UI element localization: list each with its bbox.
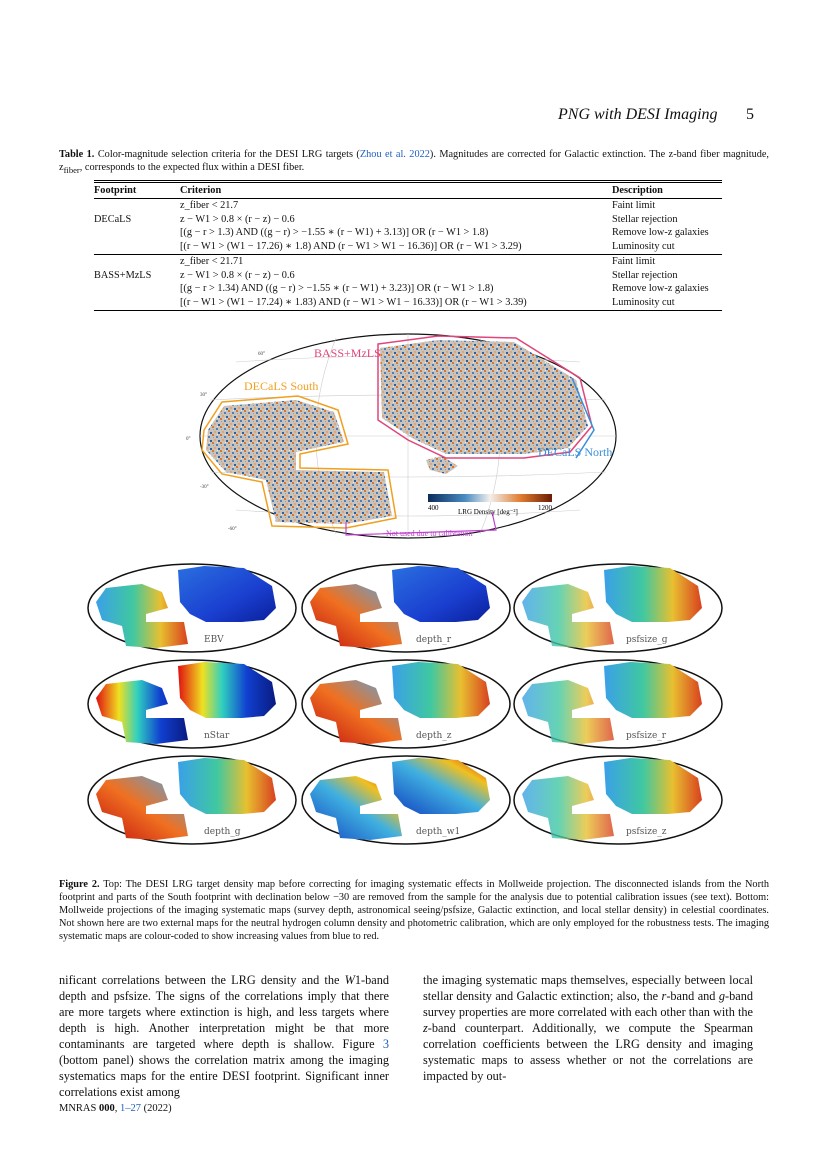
running-title: PNG with DESI Imaging xyxy=(558,106,718,123)
panel-label: depth_z xyxy=(416,731,452,741)
lrg-density-map xyxy=(186,330,626,548)
not-used-label: Not used due to calibration xyxy=(386,529,473,538)
panel-label: psfsize_r xyxy=(626,731,667,741)
table-row: [(r − W1 > (W1 − 17.24) ∗ 1.83) AND (r − W1 > W1 − 16.33)] OR (r − W1 > 3.39) Luminosity cut xyxy=(94,296,722,310)
panel-label: depth_w1 xyxy=(416,827,461,837)
panel-nstar xyxy=(88,660,296,748)
table-row: [(r − W1 > (W1 − 17.26) ∗ 1.8) AND (r − W1 > W1 − 16.36)] OR (r − W1 > 3.29) Luminosity cut xyxy=(180,241,675,253)
table-row: z_fiber < 21.71 Faint limit xyxy=(94,254,722,268)
figure-caption-label: Figure 2. xyxy=(59,879,100,890)
selection-table xyxy=(94,180,722,311)
header-footprint: Footprint xyxy=(94,182,180,199)
figure-link[interactable]: 3 xyxy=(382,1037,389,1051)
header-description: Description xyxy=(612,182,722,199)
page-number: 5 xyxy=(746,106,754,123)
systematics-grid xyxy=(86,562,726,848)
table-caption: Table 1. Color-magnitude selection criteria for the DESI LRG targets (Zhou et al. 2022). Magnitudes are corrected for Galactic extinction. The z-band fiber magnitude, $z_{fiber}$, corresponds to the expected flux within a DESI fiber. xyxy=(59,149,770,176)
table-row: DECaLS z − W1 > 0.8 × (r − z) − 0.6 Stellar rejection xyxy=(94,213,678,225)
colorbar-max: 1200 xyxy=(538,504,552,512)
panel-psfsize-g xyxy=(514,564,722,652)
table-row: z_fiber < 21.7 Faint limit xyxy=(180,200,656,211)
colorbar xyxy=(428,494,552,502)
page-footer: MNRAS 000, 1–27 (2022) xyxy=(59,1103,172,1114)
dec-tick: -60° xyxy=(228,527,237,532)
figure-caption: Figure 2. Top: The DESI LRG target density map before correcting for imaging systematic effects in Mollweide projection. The disconnected islands from the North footprint and parts of the South footprint with declination below −30 are removed from the sample for the analysis due to potential calibration issues (see text). Bottom: Mollweide projections of the imaging systematic maps (survey depth, astronomical seeing/psfsize, Galactic extinction, and local stellar density) in celestial coordinates. Not shown here are two external maps for the neutral hydrogen column density and photometric calibration, which are only employed for the robustness tests. The imaging systematic maps are colour-coded to show increasing values from blue to red. xyxy=(59,879,770,942)
panel-label: psfsize_g xyxy=(626,635,668,645)
panel-depth-r xyxy=(302,564,510,652)
dec-tick: 30° xyxy=(200,393,207,398)
panel-psfsize-r xyxy=(514,660,722,748)
panel-depth-w1 xyxy=(302,756,510,844)
panel-depth-z xyxy=(302,660,510,748)
footprint-cell: BASS+MzLS xyxy=(94,269,152,281)
panel-ebv xyxy=(88,564,296,652)
citation-link[interactable]: Zhou et al. 2022 xyxy=(359,149,430,160)
panel-label: depth_g xyxy=(204,827,241,837)
table-row: [(g − r > 1.34) AND ((g − r) > −1.55 ∗ (r − W1) + 3.23)] OR (r − W1 > 1.8) Remove low-z galaxies xyxy=(180,283,709,295)
table-caption-label: Table 1. xyxy=(59,149,95,160)
header-criterion: Criterion xyxy=(180,182,612,199)
bass-label: BASS+MzLS xyxy=(314,346,381,360)
dec-tick: 0° xyxy=(186,437,191,442)
body-column-right: the imaging systematic maps themselves, especially between local stellar density and Galactic extinction; also, the r-band and g-band survey properties are more correlated with each other than with the z-band counterpart. Additionally, we compute the Spearman correlation coefficients between the LRG density and imaging systematic maps to assess whether or not the correlations are impacted by out- xyxy=(423,973,753,1083)
decals-north-label: DECaLS North xyxy=(538,445,613,459)
body-column-left: nificant correlations between the LRG density and the W1-band depth and psfsize. The signs of the correlations imply that there are more targets where extinction is high, and less targets where depth is high. Another interpretation might be that more contaminants are targeted where depth is shallow. Figure 3 (bottom panel) shows the correlation matrix among the imaging systematics maps for the entire DESI footprint. Significant inner correlations exist among xyxy=(59,973,389,1099)
footprint-cell: DECaLS xyxy=(94,213,132,225)
table-row: BASS+MzLS z − W1 > 0.8 × (r − z) − 0.6 Stellar rejection xyxy=(94,269,678,281)
dec-tick: 60° xyxy=(258,352,265,357)
panel-label: psfsize_z xyxy=(626,827,667,837)
colorbar-label: LRG Density [deg⁻²] xyxy=(458,508,518,516)
pages-link[interactable]: 1–27 xyxy=(119,1103,141,1114)
north-footprint xyxy=(380,340,588,454)
decals-south-label: DECaLS South xyxy=(244,379,319,393)
panel-label: nStar xyxy=(204,731,230,741)
panel-depth-g xyxy=(88,756,296,844)
colorbar-min: 400 xyxy=(428,504,439,512)
panel-label: EBV xyxy=(204,635,224,645)
dec-tick: -30° xyxy=(200,485,209,490)
panel-label: depth_r xyxy=(416,635,452,645)
panel-psfsize-z xyxy=(514,756,722,844)
table-row: [(g − r > 1.3) AND ((g − r) > −1.55 ∗ (r − W1) + 3.13)] OR (r − W1 > 1.8) Remove low-z galaxies xyxy=(180,227,709,239)
